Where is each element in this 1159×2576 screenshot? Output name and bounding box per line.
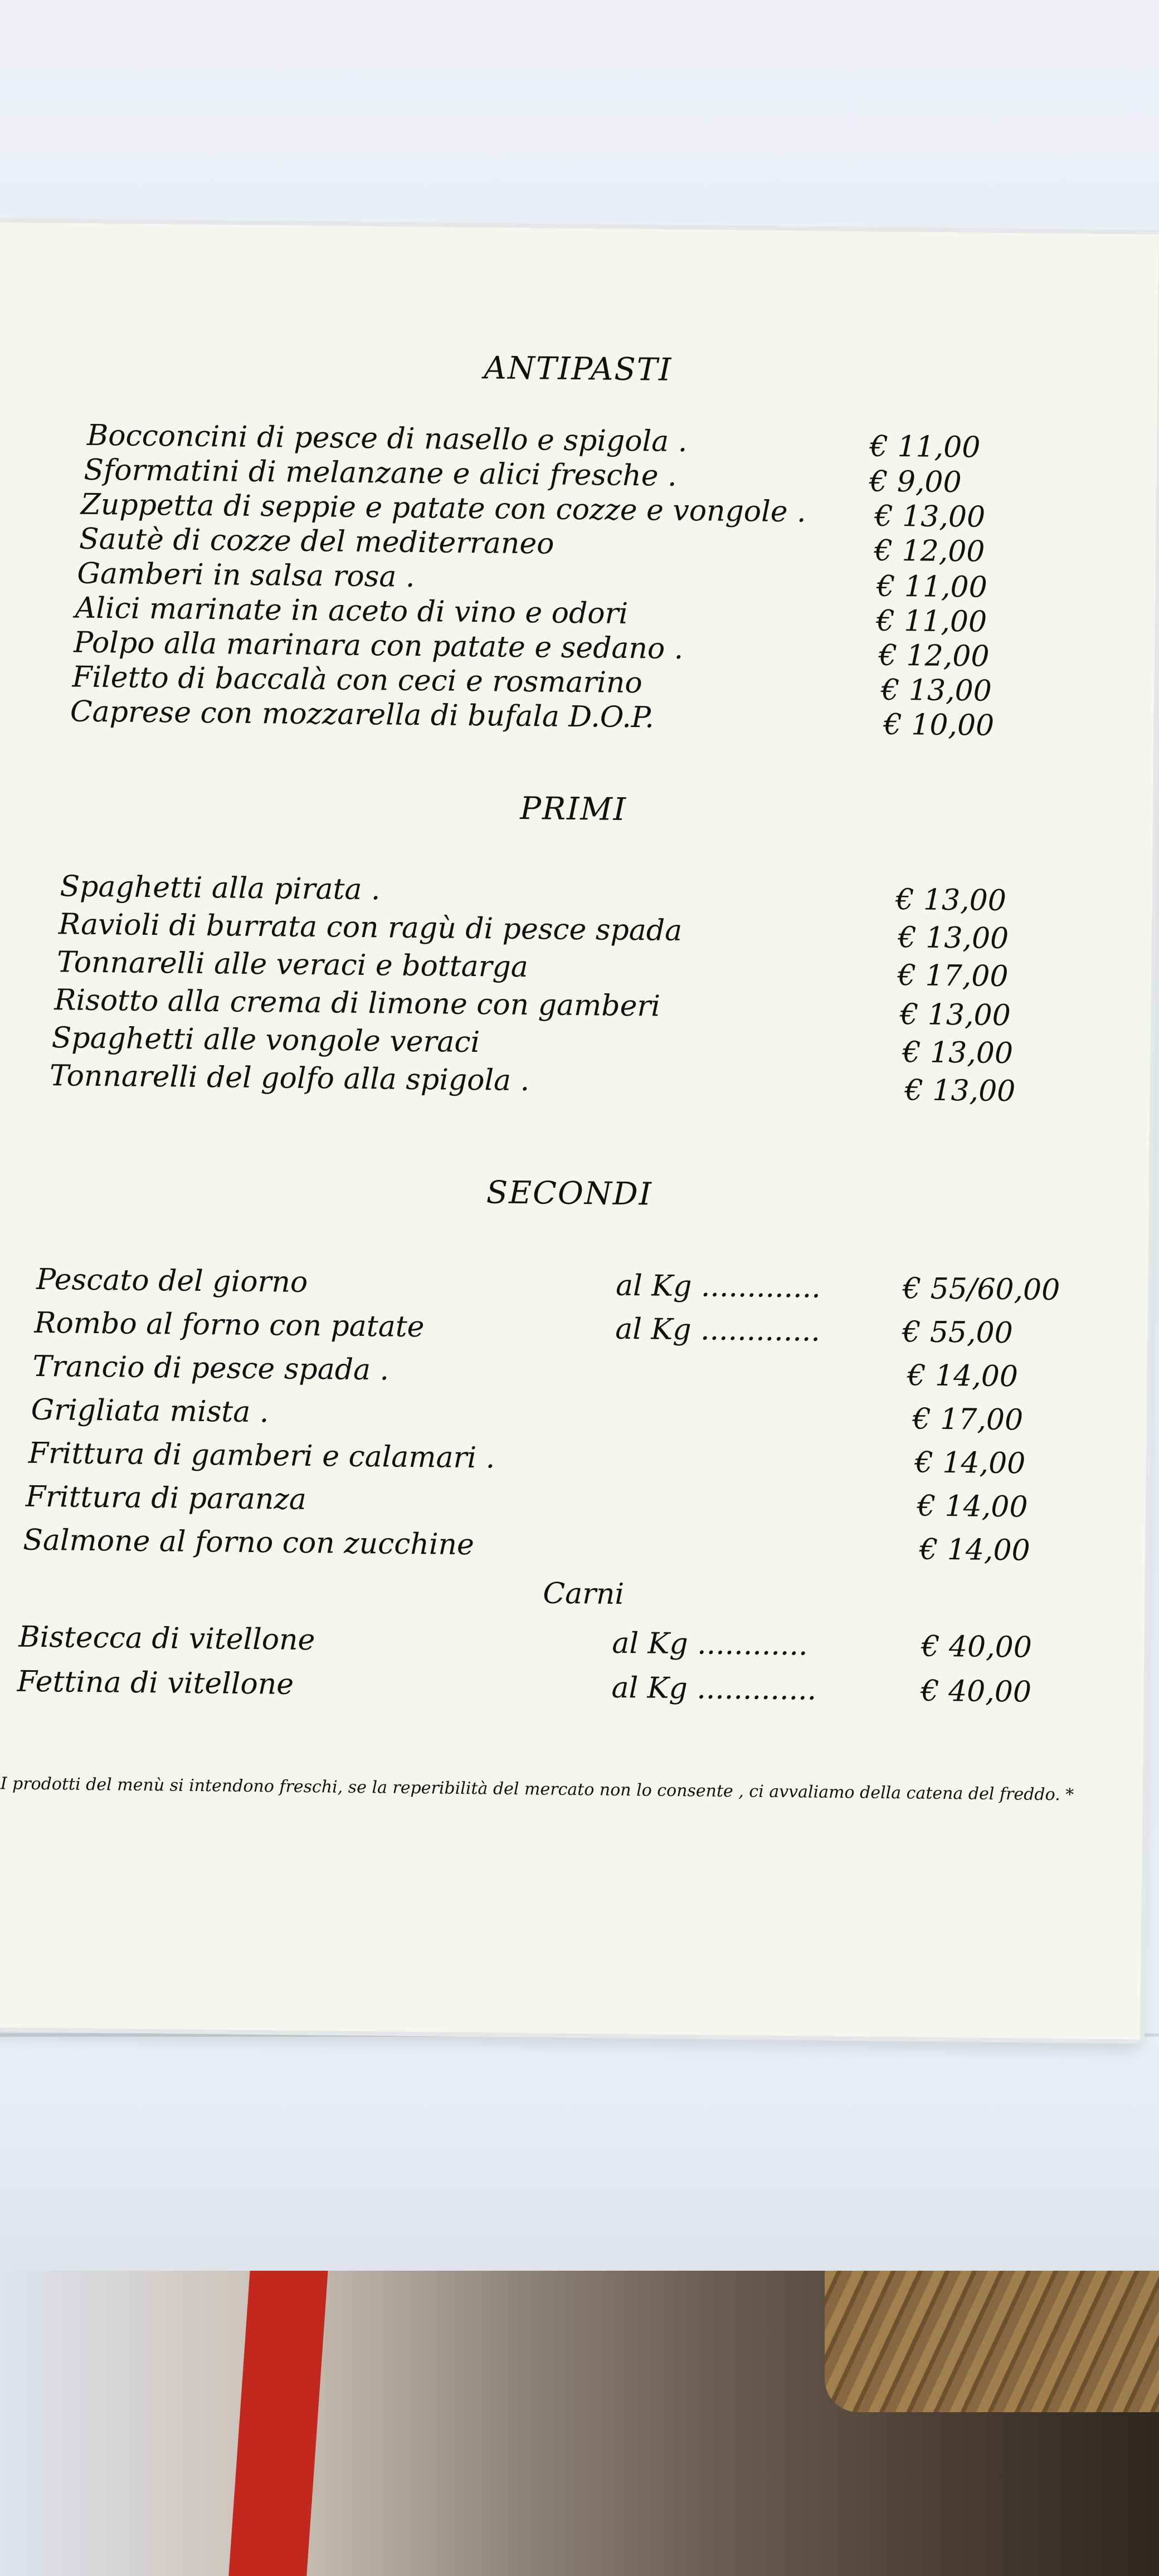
primi-heading: PRIMI	[520, 790, 627, 828]
menu-item-name: Pescato del giorno	[36, 1262, 308, 1299]
menu-item-name: Fettina di vitellone	[17, 1665, 294, 1701]
menu-item-name: Frittura di paranza	[25, 1480, 307, 1516]
menu-item-price: € 14,00	[907, 1359, 1019, 1394]
menu-item-unit: al Kg .............	[615, 1269, 821, 1305]
menu-item-price: € 13,00	[881, 673, 992, 708]
menu-item-name: Trancio di pesce spada .	[32, 1349, 389, 1387]
footer-note: I prodotti del menù si intendono freschi, se la reperibilità del mercato non lo consente , ci avvaliamo della catena del freddo. *	[0, 1774, 1074, 1805]
menu-item-price: € 17,00	[912, 1402, 1024, 1437]
menu-item-price: € 9,00	[869, 465, 962, 500]
menu-item-name: Bistecca di vitellone	[18, 1620, 315, 1657]
menu-item-name: Zuppetta di seppie e patate con cozze e vongole .	[80, 487, 806, 529]
menu-item-price: € 14,00	[914, 1446, 1026, 1481]
menu-item-price: € 13,00	[898, 921, 1009, 956]
menu-item-name: Polpo alla marinara con patate e sedano .	[73, 626, 684, 666]
menu-item-price: € 55/60,00	[902, 1272, 1060, 1307]
menu-item-name: Sformatini di melanzane e alici fresche .	[84, 453, 677, 493]
menu-item-name: Spaghetti alle vongole veraci	[51, 1021, 480, 1060]
menu-item-name: Frittura di gamberi e calamari .	[28, 1436, 495, 1475]
menu-item-price: € 55,00	[902, 1315, 1014, 1350]
menu-item-price: € 14,00	[919, 1533, 1030, 1568]
menu-item-name: Salmone al forno con zucchine	[22, 1523, 475, 1562]
menu-item-name: Spaghetti alla pirata .	[60, 870, 381, 907]
secondi-heading: SECONDI	[486, 1174, 653, 1213]
antipasti-heading: ANTIPASTI	[484, 350, 673, 388]
menu-item-name: Ravioli di burrata con ragù di pesce spada	[58, 908, 683, 948]
menu-item-price: € 17,00	[897, 959, 1009, 994]
menu-item-unit: al Kg .............	[615, 1312, 821, 1348]
menu-item-name: Rombo al forno con patate	[34, 1306, 425, 1344]
menu-item-name: Tonnarelli alle veraci e bottarga	[56, 945, 529, 984]
menu-item-price: € 40,00	[921, 1674, 1032, 1709]
menu-item-price: € 13,00	[904, 1074, 1016, 1109]
menu-item-unit: al Kg ............	[612, 1626, 808, 1662]
menu-item-unit: al Kg .............	[611, 1671, 817, 1707]
menu-item-price: € 11,00	[876, 569, 988, 604]
menu-item-price: € 13,00	[902, 1036, 1014, 1071]
menu-item-price: € 12,00	[878, 638, 990, 674]
menu-item-name: Sautè di cozze del mediterraneo	[79, 522, 554, 561]
carni-subheading: Carni	[543, 1577, 625, 1611]
menu-item-price: € 12,00	[874, 534, 985, 569]
menu-item-name: Risotto alla crema di limone con gamberi	[54, 983, 661, 1023]
menu-item-name: Filetto di baccalà con ceci e rosmarino	[72, 660, 643, 700]
tablecloth-edge	[0, 2033, 1159, 2271]
menu-item-price: € 13,00	[895, 883, 1007, 918]
menu-item-price: € 40,00	[921, 1629, 1033, 1665]
menu-item-name: Bocconcini di pesce di nasello e spigola .	[86, 418, 688, 459]
menu-item-name: Grigliata mista .	[31, 1393, 269, 1430]
menu-item-name: Gamberi in salsa rosa .	[77, 557, 415, 594]
menu-item-price: € 13,00	[899, 998, 1011, 1033]
menu-item-price: € 11,00	[869, 430, 981, 465]
menu-item-price: € 13,00	[874, 499, 986, 534]
menu-item-name: Caprese con mozzarella di bufala D.O.P.	[70, 695, 655, 735]
menu-item-name: Tonnarelli del golfo alla spigola .	[49, 1059, 530, 1098]
menu-item-price: € 10,00	[883, 708, 995, 743]
menu-item-price: € 11,00	[876, 604, 987, 639]
menu-item-name: Alici marinate in aceto di vino e odori	[75, 591, 629, 631]
menu-sheet	[0, 222, 1159, 2040]
menu-item-price: € 14,00	[917, 1489, 1028, 1524]
